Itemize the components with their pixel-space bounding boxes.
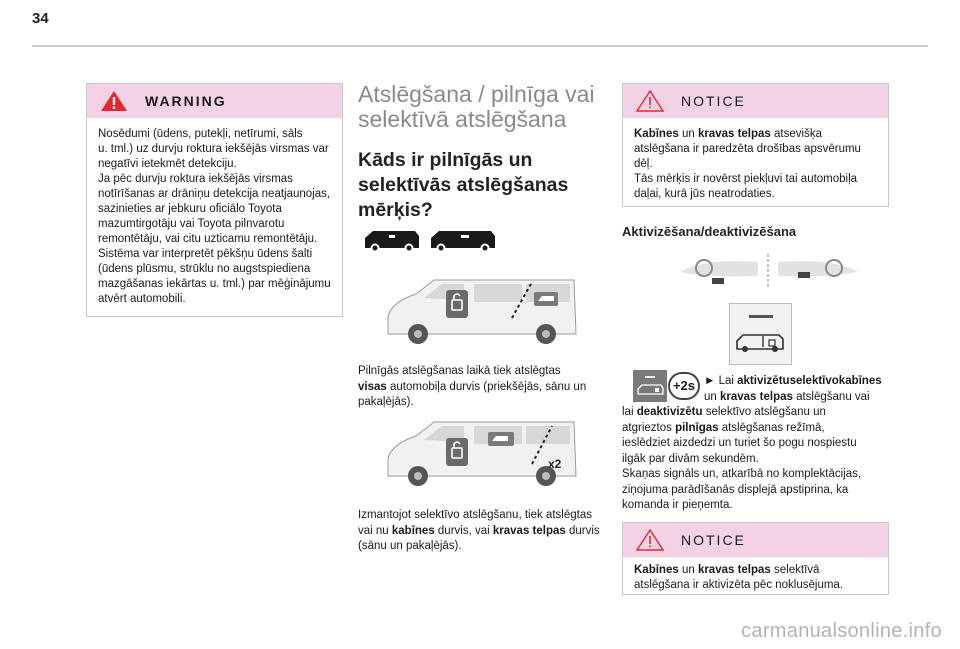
notice-line [634,563,877,578]
notice-body [623,118,888,210]
full-unlock-description [358,364,613,411]
warning-line: u. tml.) uz durvju roktura iekšējās virsmas var [98,143,329,155]
subtitle-line: selektīvās atslēgšanas [358,174,569,196]
text-bold: deaktivizētu [636,406,703,418]
notice-box-2 [622,522,889,595]
activation-heading: Aktivizēšana/deaktivizēšana [622,224,797,239]
text-segment: vai nu [358,524,392,537]
notice-box-1 [622,83,889,207]
text-segment: un [678,128,698,140]
text-bold: visas [358,380,387,393]
text-segment: selektīvo atslēgšanu un [702,406,826,418]
instruction-line [622,390,894,406]
dashboard-button-location-illustration [674,252,864,290]
subtitle-line: Kāds ir pilnīgās un [358,149,533,171]
instruction-line: ziņojuma parādīšanās displejā apstiprina, ka [622,483,849,496]
notice-triangle-icon [635,528,665,552]
instruction-line [622,421,894,437]
text-bold: kravas telpas [697,564,771,576]
instruction-line: ieslēdziet aizdedzi un turiet šo pogu nospiestu [622,437,857,449]
warning-line: atvērt automobili. [98,293,186,305]
instruction-line: Skaņas signāls un, atkarībā no komplektācijas, [622,468,862,480]
notice-title: NOTICE [681,532,746,548]
text-segment: atsevišķa [770,128,822,140]
watermark: carmanualsonline.info [741,620,942,642]
warning-header [87,84,342,118]
warning-triangle-icon [99,89,129,113]
notice-line: atslēgšana ir paredzēta drošības apsvērumu [634,143,861,155]
section-title-line: selektīvā atslēgšana [358,106,567,132]
text-segment: Lai [718,375,738,387]
text-bold: kravas telpas [697,128,771,140]
warning-line: negatīvi ietekmēt detekciju. [98,158,237,170]
hold-duration-badge: +2s [668,372,700,400]
notice-body [623,557,888,601]
x2-label: x2 [548,457,562,471]
warning-title: WARNING [145,93,227,109]
text-bold: Kabīnes [634,564,679,576]
subtitle-line: mērķis? [358,199,433,221]
text-segment: lai [622,406,637,418]
text-segment: atgrieztos [622,421,676,434]
section-title [358,82,618,132]
warning-line: mazgāšanas iekārtas u. tml.) par mēģinājumu [98,278,331,290]
warning-line: notīrīšanas ar drāniņu detekcija neatjaunojas, [98,188,331,200]
text-bold: kabīnes [391,524,435,537]
van-full-unlock-illustration [384,276,580,346]
warning-line: Nosēdumi (ūdens, putekļi, netīrumi, sāls [98,128,303,140]
instruction-line [622,405,894,421]
notice-header [623,84,888,118]
notice-title: NOTICE [681,93,746,109]
instruction-line: ilgāk par divām sekundēm. [622,452,759,465]
warning-line: sazinieties ar jebkuru oficiālo Toyota [98,203,282,215]
notice-triangle-icon [635,89,665,113]
text-segment: atslēgšanas režīmā, [718,421,825,434]
van-selective-unlock-illustration [384,418,580,488]
text-segment: un [704,390,720,403]
selective-lock-button-closeup [729,303,792,365]
warning-box [86,83,343,317]
notice-line: daļai, kurā jūs neatrodaties. [634,188,775,200]
notice-line: Tās mērķis ir novērst piekļuvi tai automobiļa [634,173,858,185]
bullet-arrow-icon: ► [704,375,716,387]
text-segment: automobiļa durvis (priekšējās, sānu un [386,380,587,393]
section-subtitle [358,148,620,223]
text-segment: durvis [565,524,600,537]
text-segment: atslēgšanu vai [792,390,870,403]
warning-body [87,118,342,315]
instruction-line [622,374,894,390]
text-segment: selektīvā [770,564,820,576]
text-segment: (sānu un pakaļējās). [358,540,462,552]
warning-line: remontētāju, vai citu uzticamu remontētāju. [98,233,318,245]
text-segment: Pilnīgās atslēgšanas laikā tiek atslēgtas [358,365,561,377]
warning-line: Sistēma var interpretēt pēkšņu ūdens šalti [98,248,313,260]
text-bold: kravas telpas [492,524,566,537]
notice-line: atslēgšana ir aktivizēta pēc noklusējuma. [634,579,844,591]
van-variants-icon [363,226,499,256]
notice-line: dēļ. [634,158,653,170]
activation-instructions [622,374,894,514]
notice-line [634,127,877,142]
header-divider [32,45,928,47]
page-number: 34 [32,10,49,27]
warning-line: Ja pēc durvju roktura iekšējās virsmas [98,173,293,185]
text-segment: Izmantojot selektīvo atslēgšanu, tiek atslēgtas [358,509,592,521]
text-bold: kravas telpas [720,390,793,403]
text-bold: Kabīnes [634,128,679,140]
text-bold: aktivizētu [737,375,790,387]
text-segment: pakaļējās). [358,396,414,408]
text-bold: kabīnes [838,375,882,387]
text-segment: un [678,564,698,576]
section-title-line: Atslēgšana / pilnīga vai [358,81,595,107]
selective-unlock-description [358,508,620,555]
warning-line: mazumtirgotāju vai Toyota pilnvarotu [98,218,285,230]
notice-header [623,523,888,557]
instruction-line: komanda ir pieņemta. [622,499,733,511]
warning-line: (ūdens plūsmu, strūklu no augstspiediena [98,263,311,275]
text-bold: selektīvo [789,375,839,387]
text-segment: durvis, vai [434,524,493,537]
text-bold: pilnīgas [675,421,719,434]
